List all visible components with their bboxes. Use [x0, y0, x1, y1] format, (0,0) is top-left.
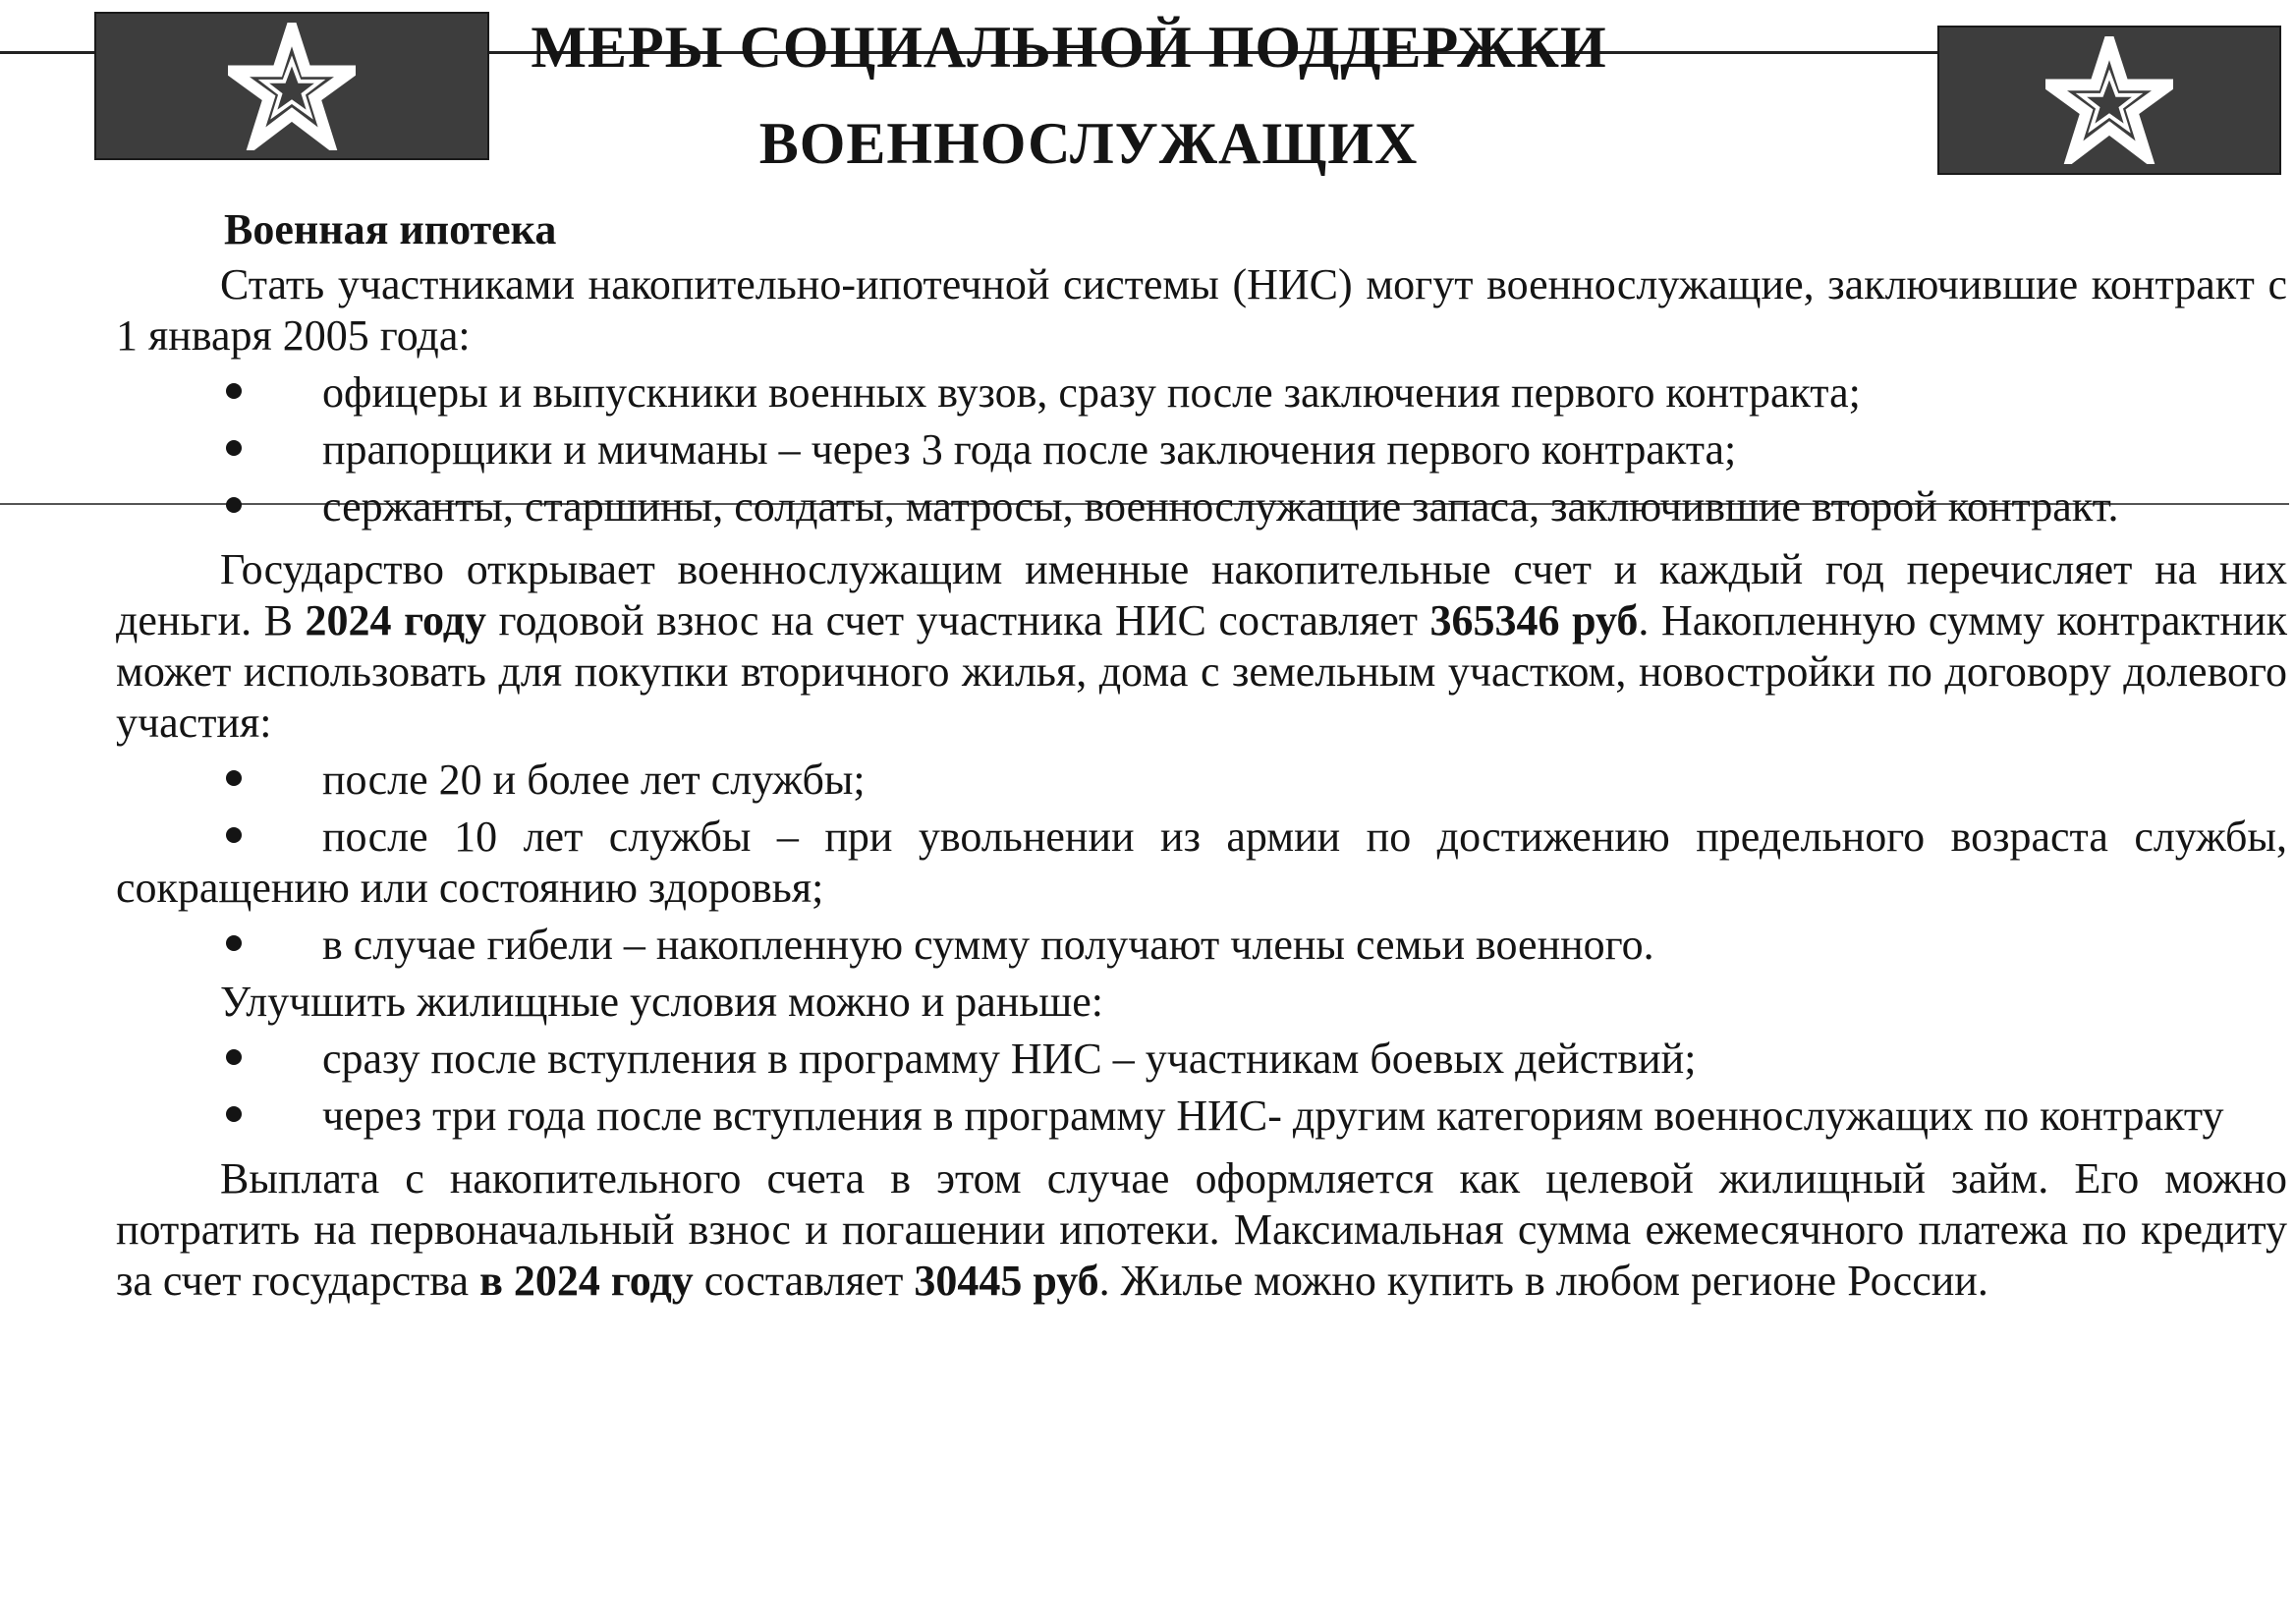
early-item: сразу после вступления в программу НИС – участникам боевых действий; — [116, 1034, 2287, 1085]
page-title-line2: ВОЕННОСЛУЖАЩИХ — [758, 111, 1419, 176]
early-intro: Улучшить жилищные условия можно и раньше: — [220, 978, 1104, 1026]
year-highlight: в 2024 году — [479, 1257, 694, 1305]
year-highlight: 2024 году — [305, 596, 486, 644]
loan-paragraph: Выплата с накопительного счета в этом случае оформляется как целевой жилищный займ. Его можно потратить на первоначальный взнос и погашении ипотеки. Максимальная сумма ежемесячного платежа по кредиту за счет государства в 2024 году составляет 30445 руб. Жилье можно купить в любом регионе России. — [116, 1154, 2287, 1305]
early-item: через три года после вступления в программу НИС- другим категориям военнослужащих по контракту — [116, 1091, 2287, 1142]
monthly-payment: 30445 руб — [914, 1257, 1099, 1305]
eligibility-item: сержанты, старшины, солдаты, матросы, военнослужащие запаса, заключившие второй контракт. — [116, 481, 2287, 532]
usage-item: после 10 лет службы – при увольнении из армии по достижению предельного возраста службы, сокращению или состоянию здоровья; — [116, 812, 2287, 912]
savings-paragraph: Государство открывает военнослужащим именные накопительные счет и каждый год перечисляет на них деньги. В 2024 году годовой взнос на счет участника НИС составляет 365346 руб. Накопленную сумму контрактник может использовать для покупки вторичного жилья, дома с земельным участком, новостройки по договору долевого участия: — [116, 545, 2288, 747]
eligibility-item: прапорщики и мичманы – через 3 года после заключения первого контракта; — [116, 424, 2287, 476]
usage-item: в случае гибели – накопленную сумму получают члены семьи военного. — [116, 920, 2287, 971]
annual-contribution: 365346 руб — [1429, 596, 1639, 644]
section-heading: Военная ипотека — [224, 205, 557, 253]
document-body — [116, 204, 2287, 1307]
eligibility-item: офицеры и выпускники военных вузов, сразу после заключения первого контракта; — [116, 367, 2287, 419]
intro-paragraph: Стать участниками накопительно-ипотечной системы (НИС) могут военнослужащие, заключившие контракт с 1 января 2005 года: — [116, 260, 2287, 360]
usage-item: после 20 и более лет службы; — [116, 755, 2287, 806]
page-title-line1: МЕРЫ СОЦИАЛЬНОЙ ПОДДЕРЖКИ — [531, 15, 1607, 80]
